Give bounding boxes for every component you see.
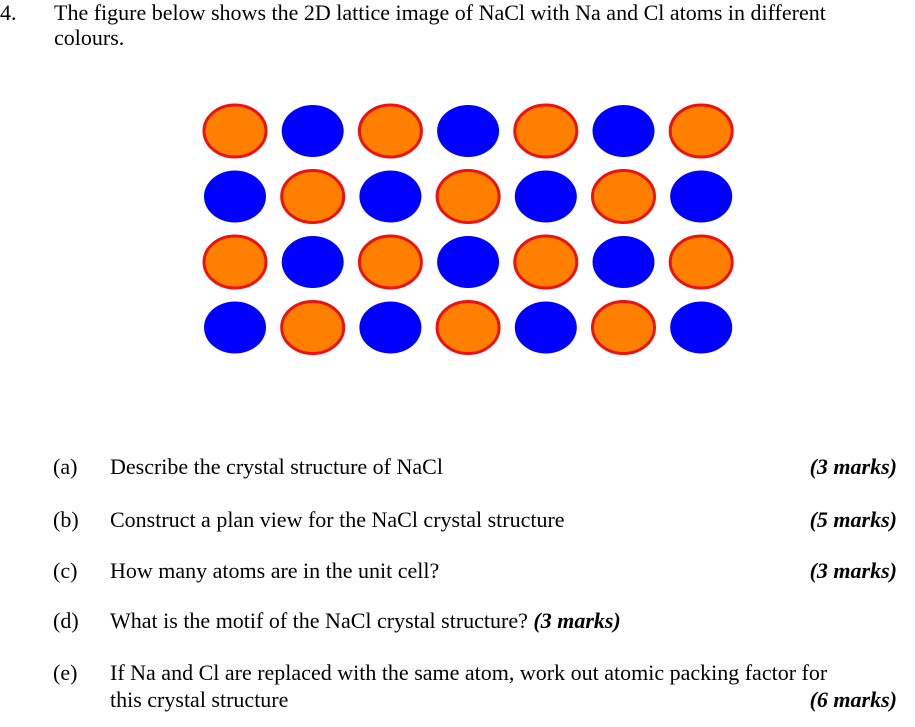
nacl-lattice-figure xyxy=(200,102,735,358)
atom-orange xyxy=(282,171,344,223)
atom-blue xyxy=(515,302,577,354)
part-d-text: What is the motif of the NaCl crystal structure? xyxy=(110,608,528,633)
atom-orange xyxy=(359,236,421,288)
part-a-marks: (3 marks) xyxy=(809,454,897,479)
atom-blue xyxy=(515,171,577,223)
atom-blue xyxy=(282,236,344,288)
part-d-marks: (3 marks) xyxy=(533,608,621,633)
atom-orange xyxy=(437,302,499,354)
part-a-label: (a) xyxy=(53,454,78,479)
part-c-marks: (3 marks) xyxy=(809,558,897,583)
part-b-text: Construct a plan view for the NaCl crystal structure xyxy=(110,507,565,532)
intro-line-2: colours. xyxy=(54,25,125,50)
atom-orange xyxy=(593,171,655,223)
part-a-text: Describe the crystal structure of NaCl xyxy=(110,454,443,479)
atom-orange xyxy=(282,302,344,354)
atom-blue xyxy=(204,171,266,223)
part-c-label: (c) xyxy=(53,558,78,583)
part-b-label: (b) xyxy=(53,507,79,532)
atom-blue xyxy=(204,302,266,354)
atom-blue xyxy=(437,236,499,288)
atom-blue xyxy=(593,105,655,157)
atom-orange xyxy=(437,171,499,223)
part-d-label: (d) xyxy=(53,608,79,633)
atom-orange xyxy=(670,236,732,288)
question-number: 4. xyxy=(0,0,17,25)
part-e-text-line-2: this crystal structure xyxy=(110,687,289,712)
part-c-text: How many atoms are in the unit cell? xyxy=(110,558,440,583)
atom-blue xyxy=(359,171,421,223)
atom-orange xyxy=(204,105,266,157)
part-e-label: (e) xyxy=(53,660,78,685)
atom-blue xyxy=(282,105,344,157)
atom-orange xyxy=(515,236,577,288)
atom-blue xyxy=(359,302,421,354)
atom-orange xyxy=(359,105,421,157)
atom-blue xyxy=(670,302,732,354)
atom-orange xyxy=(204,236,266,288)
atom-blue xyxy=(437,105,499,157)
atom-blue xyxy=(593,236,655,288)
question-intro xyxy=(54,0,904,50)
atom-orange xyxy=(515,105,577,157)
part-b-marks: (5 marks) xyxy=(809,507,897,532)
atom-orange xyxy=(670,105,732,157)
part-e-text-line-1: If Na and Cl are replaced with the same atom, work out atomic packing factor for xyxy=(110,660,828,685)
part-d-text-wrap xyxy=(110,607,621,634)
intro-line-1: The figure below shows the 2D lattice image of NaCl with Na and Cl atoms in different xyxy=(54,0,826,25)
atom-orange xyxy=(593,302,655,354)
part-e-marks: (6 marks) xyxy=(809,687,897,712)
atom-blue xyxy=(670,171,732,223)
